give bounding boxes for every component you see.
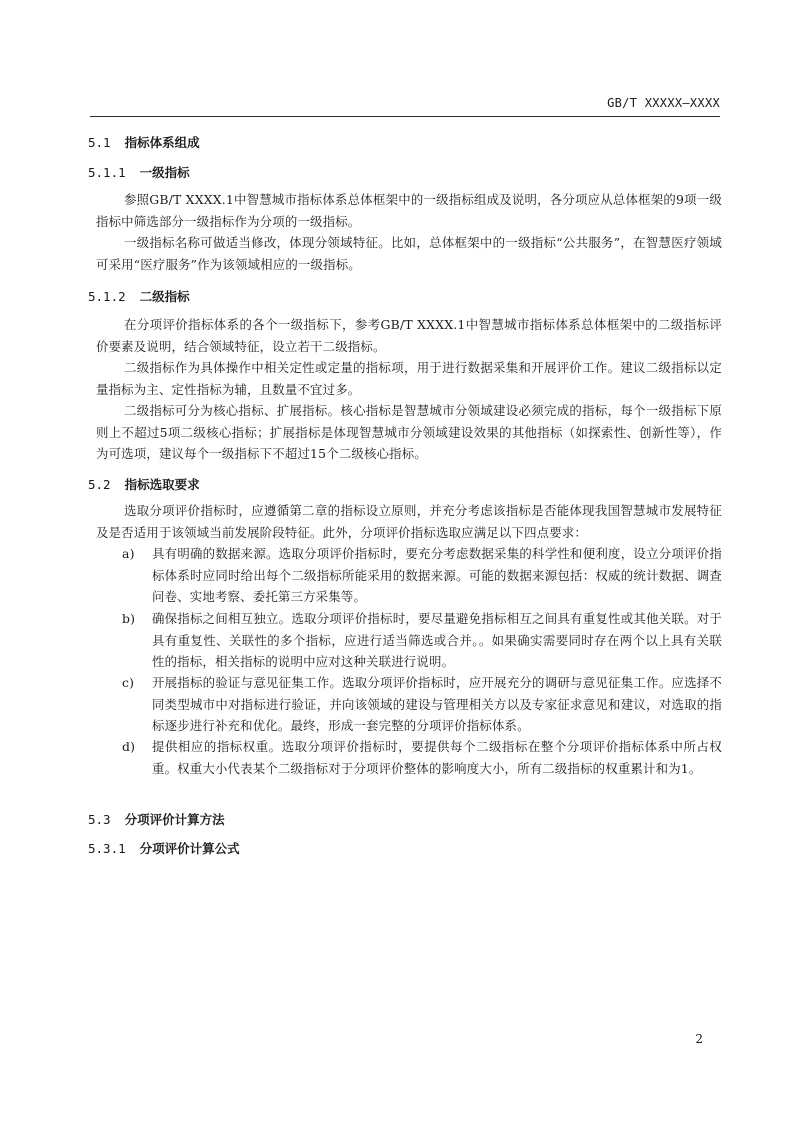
page-number: 2 <box>695 1032 703 1046</box>
list-item-marker: c) <box>122 675 135 690</box>
header-divider <box>90 116 720 117</box>
heading-5-1-1-number: 5.1.1 <box>88 165 126 180</box>
list-item-marker: a) <box>122 546 135 561</box>
heading-5-1-2-number: 5.1.2 <box>88 289 126 304</box>
list-item <box>96 672 722 737</box>
heading-5-3-number: 5.3 <box>88 812 111 827</box>
paragraph-5-1-2-b: 二级指标作为具体操作中相关定性或定量的指标项，用于进行数据采集和开展评价工作。建议二级指标以定量指标为主、定性指标为辅，且数量不宜过多。 <box>96 360 722 397</box>
heading-5-1-number: 5.1 <box>88 135 111 150</box>
list-item-marker: d) <box>122 739 136 754</box>
list-item <box>96 608 722 673</box>
heading-5-1 <box>88 133 200 151</box>
list-item <box>96 736 722 779</box>
heading-5-3-1 <box>88 839 240 857</box>
heading-5-3-1-title: 分项评价计算公式 <box>139 841 240 856</box>
heading-5-3-title: 分项评价计算方法 <box>124 812 225 827</box>
heading-5-2 <box>88 475 200 493</box>
standard-code-header: GB/T XXXXX—XXXX <box>607 96 720 110</box>
list-item <box>96 543 722 608</box>
heading-5-1-1 <box>88 163 190 181</box>
list-item-text: 具有明确的数据来源。选取分项评价指标时，要充分考虑数据采集的科学性和便利度，设立分项评价指标体系时应同时给出每个二级指标所能采用的数据来源。可能的数据来源包括：权威的统计数据、调查问卷、实地考察、委托第三方采集等。 <box>152 546 722 604</box>
paragraph-5-1-2-a: 在分项评价指标体系的各个一级指标下，参考GB/T XXXX.1中智慧城市指标体系总体框架中的二级指标评价要素及说明，结合领域特征，设立若干二级指标。 <box>96 317 722 354</box>
paragraph-5-1-2-c: 二级指标可分为核心指标、扩展指标。核心指标是智慧城市分领域建设必须完成的指标，每个一级指标下原则上不超过5项二级核心指标；扩展指标是体现智慧城市分领域建设效果的其他指标（如探索性、创新性等），作为可选项，建议每个一级指标下不超过15个二级核心指标。 <box>96 403 722 461</box>
heading-5-3 <box>88 810 225 828</box>
heading-5-1-2-title: 二级指标 <box>139 289 190 304</box>
list-item-marker: b) <box>122 611 136 626</box>
heading-5-1-2 <box>88 287 190 305</box>
heading-5-1-1-title: 一级指标 <box>139 165 190 180</box>
heading-5-2-number: 5.2 <box>88 477 111 492</box>
heading-5-3-1-number: 5.3.1 <box>88 841 126 856</box>
list-item-text: 开展指标的验证与意见征集工作。选取分项评价指标时，应开展充分的调研与意见征集工作。应选择不同类型城市中对指标进行验证，并向该领域的建设与管理相关方以及专家征求意见和建议，对选取的指标逐步进行补充和优化。最终，形成一套完整的分项评价指标体系。 <box>152 675 722 733</box>
list-item-text: 确保指标之间相互独立。选取分项评价指标时，要尽量避免指标相互之间具有重复性或其他关联。对于具有重复性、关联性的多个指标，应进行适当筛选或合并。。如果确实需要同时存在两个以上具有关联性的指标，相关指标的说明中应对这种关联进行说明。 <box>152 611 722 669</box>
heading-5-1-title: 指标体系组成 <box>124 135 200 150</box>
paragraph-5-2-intro: 选取分项评价指标时，应遵循第二章的指标设立原则，并充分考虑该指标是否能体现我国智慧城市发展特征及是否适用于该领域当前发展阶段特征。此外，分项评价指标选取应满足以下四点要求： <box>96 503 722 540</box>
paragraph-5-1-1-a: 参照GB/T XXXX.1中智慧城市指标体系总体框架中的一级指标组成及说明，各分项应从总体框架的9项一级指标中筛选部分一级指标作为分项的一级指标。 <box>96 192 722 229</box>
list-item-text: 提供相应的指标权重。选取分项评价指标时，要提供每个二级指标在整个分项评价指标体系中所占权重。权重大小代表某个二级指标对于分项评价整体的影响度大小，所有二级指标的权重累计和为1。 <box>152 739 722 776</box>
heading-5-2-title: 指标选取要求 <box>124 477 200 492</box>
paragraph-5-1-1-b: 一级指标名称可做适当修改，体现分领域特征。比如，总体框架中的一级指标“公共服务”，在智慧医疗领域可采用“医疗服务”作为该领域相应的一级指标。 <box>96 235 722 272</box>
